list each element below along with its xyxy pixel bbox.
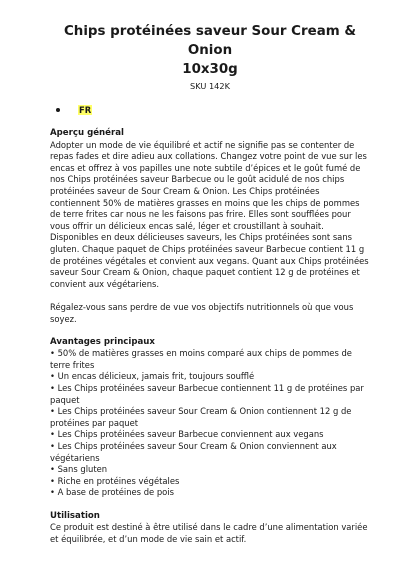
- benefit-item: • Sans gluten: [50, 464, 108, 475]
- language-list: [50, 104, 370, 116]
- product-title: [50, 22, 370, 79]
- benefits-list: [50, 348, 370, 499]
- overview-closing: Régalez-vous sans perdre de vue vos objectifs nutritionnels où que vous soyez.: [50, 301, 354, 324]
- benefit-item: • Riche en protéines végétales: [50, 475, 180, 486]
- language-tag: FR: [79, 105, 92, 115]
- benefit-item: • Les Chips protéinées saveur Sour Cream & Onion conviennent aux végétariens: [50, 441, 337, 463]
- benefit-item: • Les Chips protéinées saveur Sour Cream & Onion contiennent 12 g de protéines par paquet: [50, 406, 352, 428]
- benefit-item: • 50% de matières grasses en moins comparé aux chips de pommes de terre frites: [50, 348, 352, 370]
- benefits-heading: Avantages principaux: [50, 336, 155, 347]
- overview-paragraph: Adopter un mode de vie équilibré et actif ne signifie pas se contenter de repas fades et dire adieu aux collations. Changez votre point de vue sur les encas et offrez à vos papilles une note subtile d’épices et le goût fumé de nos Chips protéinées saveur Barbecue ou le goût acidulé de nos chips protéinées saveur de Sour Cream & Onion. Les Chips protéinées contiennent 50% de matières grasses en moins que les chips de pommes de terre frites car nous ne les faisons pas frire. Elles sont soufflées pour vous offrir un délicieux encas salé, léger et croustillant à souhait. Disponibles en deux délicieuses saveurs, les Chips protéinées sont sans gluten. Chaque paquet de Chips protéinées saveur Barbecue contient 11 g de protéines végétales et convient aux vegans. Quant aux Chips protéinées saveur Sour Cream & Onion, chaque paquet contient 12 g de protéines et convient aux végétariens.: [50, 139, 369, 289]
- overview-heading: Aperçu général: [50, 128, 124, 138]
- benefit-item: • Un encas délicieux, jamais frit, toujours soufflé: [50, 371, 255, 382]
- usage-paragraph: Ce produit est destiné à être utilisé dans le cadre d’une alimentation variée et équilibrée, et d’un mode de vie sain et actif.: [50, 522, 368, 544]
- language-item: [68, 104, 370, 116]
- product-title-line1: Chips protéinées saveur Sour Cream & Onion: [63, 24, 357, 58]
- benefit-item: • A base de protéines de pois: [50, 487, 174, 498]
- product-sku: SKU 142K: [190, 81, 230, 91]
- benefit-item: • Les Chips protéinées saveur Barbecue contiennent 11 g de protéines par paquet: [50, 383, 364, 405]
- product-title-line2: 10x30g: [182, 62, 238, 77]
- usage-heading: Utilisation: [50, 510, 100, 521]
- benefit-item: • Les Chips protéinées saveur Barbecue conviennent aux vegans: [50, 429, 324, 440]
- bullet-dot-icon: [56, 108, 60, 112]
